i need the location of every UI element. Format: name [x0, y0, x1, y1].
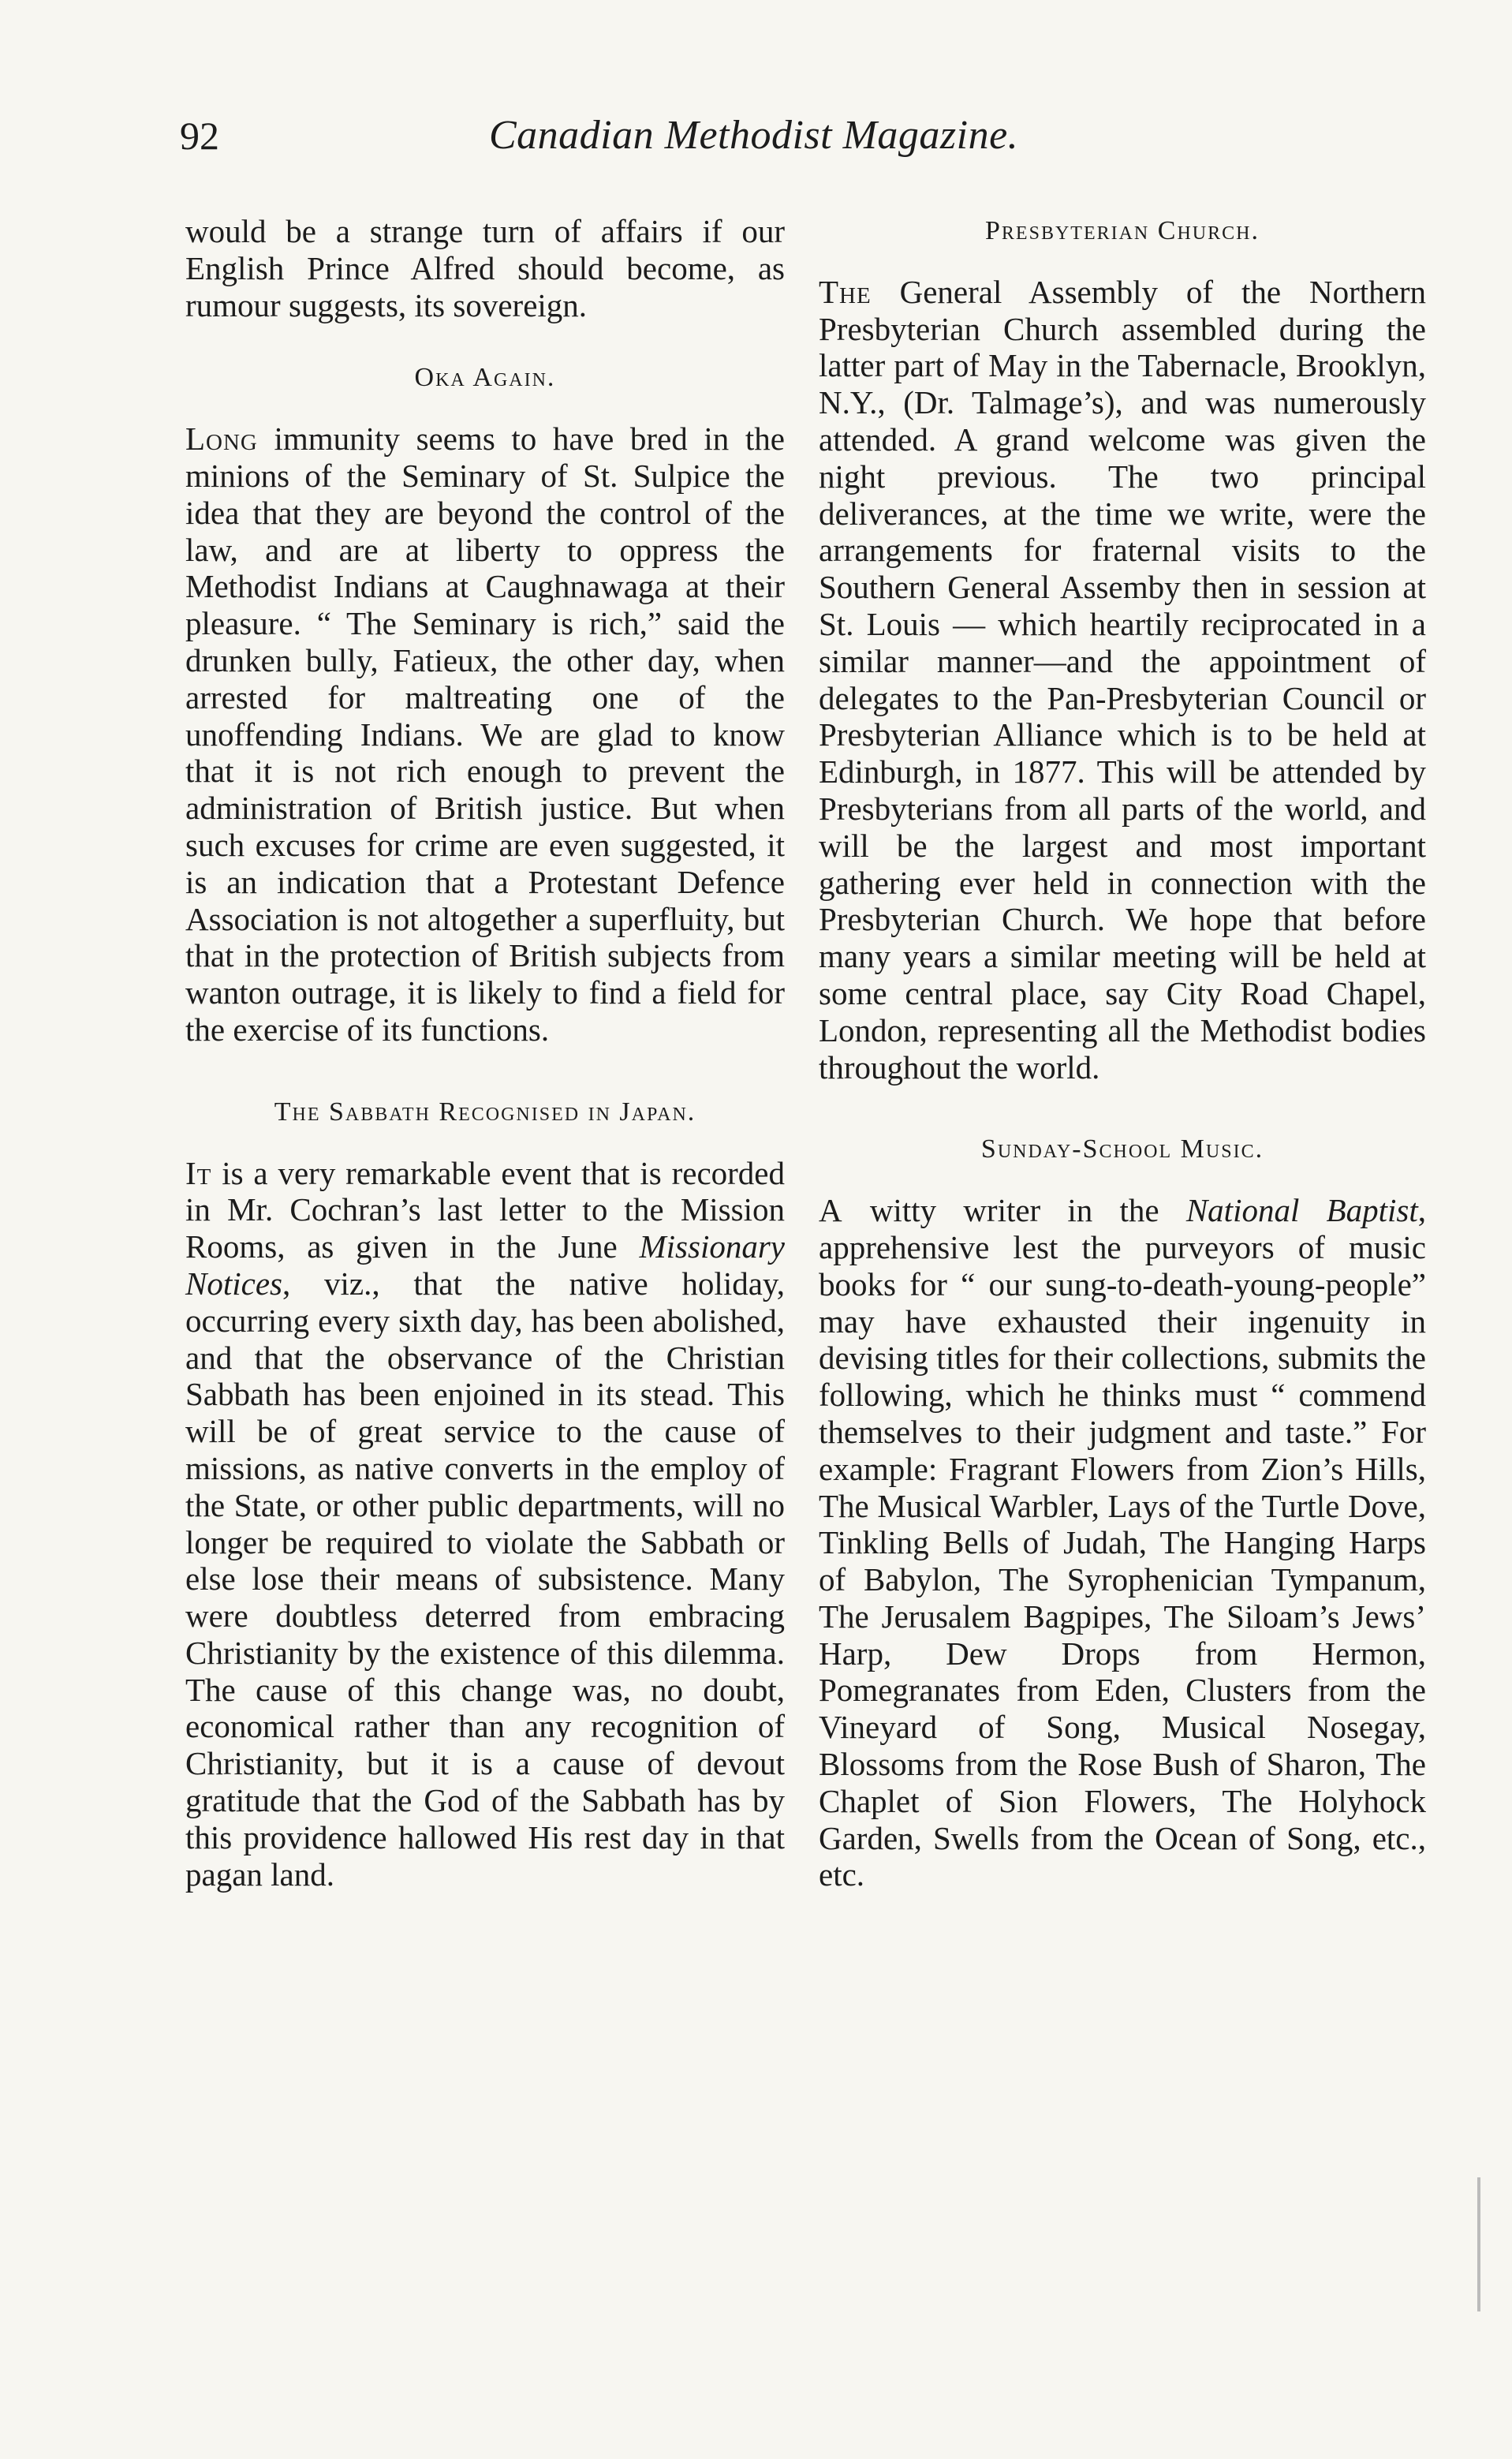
sabbath-text-after: , viz., that the native holiday, occurring every sixth day, has been abolished, and that the observance of the Christian Sabbath has been enjoined in its stead. This will be of great service to the cause of missions, as native converts in the employ of the State, or other public departments, will no longer be required to violate the Sabbath or else lose their means of subsistence. Many were doubtless deterred from embracing Christianity by the existence of this dilemma. The cause of this change was, no doubt, economical rather than any recognition of Christianity, but it is a cause of devout gratitude that the God of the Sabbath has by this providence hallowed His rest day in that pagan land.	[185, 1265, 785, 1893]
music-text-after: , apprehensive lest the purveyors of music books for “ our sung-to-death-young-people” may have exhausted their ingenuity in devising titles for their collections, submits the following, which he thinks must “ commend themselves to their judgment and taste.” For example: Fragrant Flowers from Zion’s Hills, The Musical Warbler, Lays of the Turtle Dove, Tinkling Bells of Judah, The Hanging Harps of Babylon, The Syrophenician Tympanum, The Jerusalem Bagpipes, The Siloam’s Jews’ Harp, Dew Drops from Hermon, Pomegranates from Eden, Clusters from the Vineyard of Song, Musical Nosegay, Blossoms from the Rose Bush of Sharon, The Chaplet of Sion Flowers, The Holyhock Garden, Swells from the Ocean of Song, etc., etc.	[819, 1192, 1426, 1893]
presbyterian-text: General Assembly of the Northern Presbyterian Church assembled during the latter part of May in the Tabernacle, Brooklyn, N.Y., (Dr. Talmage’s), and was numerously attended. A grand welcome was given the night previous. The two principal deliverances, at the time we write, were the arrangements for fraternal visits to the Southern General Assemby then in session at St. Louis — which heartily reciprocated in a similar manner—and the appointment of delegates to the Pan-Presbyterian Council or Presbyterian Alliance which is to be held at Edinburgh, in 1877. This will be attended by Presbyterians from all parts of the world, and will be the largest and most important gathering ever held in connection with the Presbyterian Church. We hope that before many years a similar meeting will be held at some central place, say City Road Chapel, London, representing all the Methodist bodies throughout the world.	[819, 273, 1426, 1086]
music-paragraph	[819, 1192, 1426, 1893]
intro-paragraph: would be a strange turn of affairs if our English Prince Alfred should become, as rumour suggests, its sovereign.	[185, 213, 785, 323]
sabbath-italic-title: Missionary Notices	[185, 1228, 785, 1302]
heading-sunday-school-music: Sunday-School Music.	[980, 1134, 1264, 1164]
music-text-before: witty writer in the	[842, 1192, 1186, 1229]
heading-oka-again: Oka Again.	[414, 363, 556, 393]
oka-lead-word: Long	[185, 420, 258, 458]
running-title: Canadian Methodist Magazine.	[489, 113, 1019, 158]
right-column	[819, 213, 1426, 1893]
heading-presbyterian: Presbyterian Church.	[985, 216, 1260, 245]
oka-text: immunity seems to have bred in the minions of the Seminary of St. Sulpice the idea that they are beyond the control of the law, and are at liberty to oppress the Methodist Indians at Caughnawaga at their pleasure. “ The Seminary is rich,” said the drunken bully, Fatieux, the other day, when arrested for maltreating one of the unoffending Indians. We are glad to know that it is not rich enough to prevent the administration of British justice. But when such excuses for crime are even suggested, it is an indication that a Protestant Defence Association is not altogether a superfluity, but that in the protection of British subjects from wanton outrage, it is likely to find a field for the exercise of its functions.	[185, 420, 785, 1048]
music-lead-word: A	[819, 1192, 843, 1229]
sabbath-text-before: is a very remarkable event that is recorded in Mr. Cochran’s last letter to the Mission Rooms, as given in the June	[185, 1154, 785, 1265]
heading-sabbath-japan: The Sabbath Recognised in Japan.	[274, 1097, 696, 1127]
sabbath-paragraph	[185, 1155, 785, 1893]
presbyterian-lead-word: The	[819, 273, 872, 310]
scan-edge-mark	[1477, 2177, 1480, 2311]
left-column	[185, 213, 785, 1893]
sabbath-lead-word: It	[185, 1154, 212, 1191]
music-italic-title: National Baptist	[1185, 1192, 1418, 1229]
presbyterian-paragraph	[819, 274, 1426, 1086]
oka-paragraph	[185, 420, 785, 1048]
page-number: 92	[180, 114, 219, 158]
